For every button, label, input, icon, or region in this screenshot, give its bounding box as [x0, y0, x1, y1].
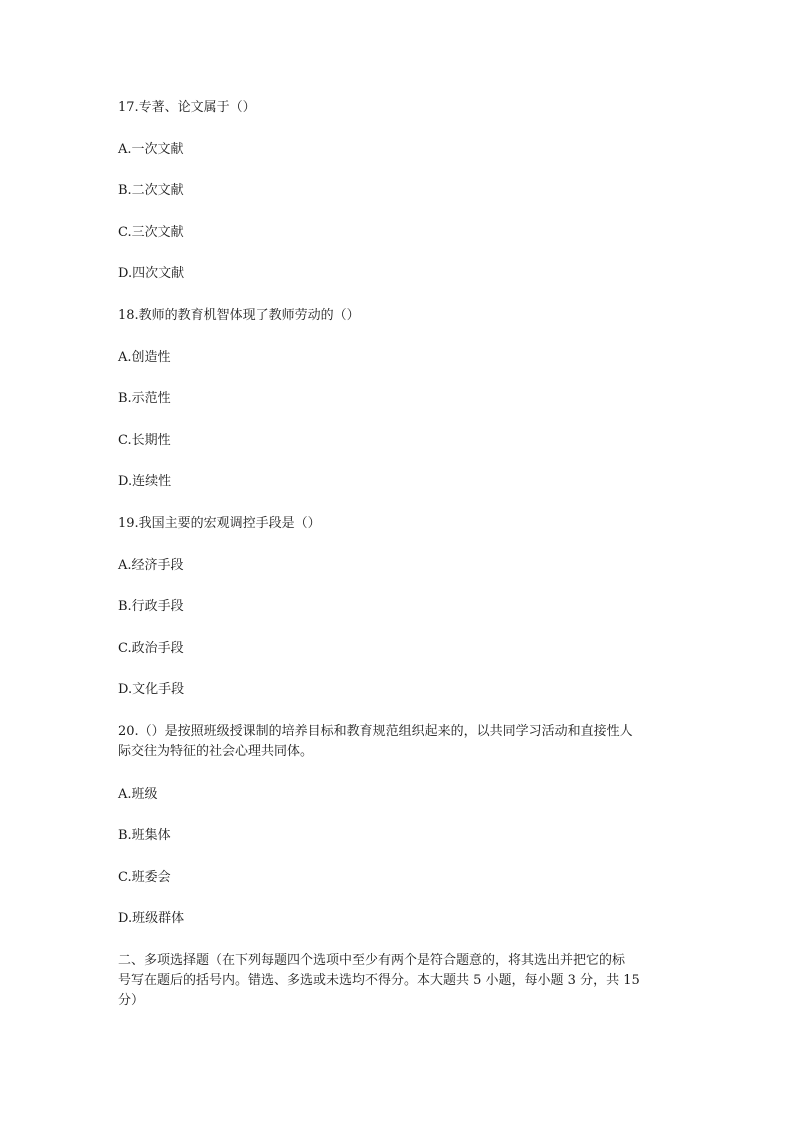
question-20-stem-line-2: 际交往为特征的社会心理共同体。	[118, 744, 314, 759]
question-17-option-c: C.三次文献	[118, 225, 184, 240]
question-20-stem-line-1: 20.（）是按照班级授课制的培养目标和教育规范组织起来的，以共同学习活动和直接性人	[118, 724, 633, 739]
section-heading-line-1: 二、多项选择题（在下列每题四个选项中至少有两个是符合题意的，将其选出并把它的标	[118, 953, 626, 968]
question-17-option-a: A.一次文献	[118, 142, 184, 157]
section-heading-line-3: 分）	[118, 993, 145, 1008]
question-18-stem: 18.教师的教育机智体现了教师劳动的（）	[118, 308, 360, 323]
question-17-stem: 17.专著、论文属于（）	[118, 100, 256, 115]
question-20-option-c: C.班委会	[118, 870, 171, 885]
question-18-option-b: B.示范性	[118, 391, 171, 406]
question-19-option-c: C.政治手段	[118, 641, 184, 656]
question-19-option-b: B.行政手段	[118, 599, 184, 614]
question-18-option-c: C.长期性	[118, 433, 171, 448]
question-19-stem: 19.我国主要的宏观调控手段是（）	[118, 516, 321, 531]
question-19-option-a: A.经济手段	[118, 558, 184, 573]
question-20-option-d: D.班级群体	[118, 911, 185, 926]
question-20-option-a: A.班级	[118, 787, 158, 802]
question-18-option-d: D.连续性	[118, 474, 172, 489]
question-18-option-a: A.创造性	[118, 350, 171, 365]
question-17-option-d: D.四次文献	[118, 266, 185, 281]
section-heading-line-2: 号写在题后的括号内。错选、多选或未选均不得分。本大题共 5 小题，每小题 3 分，共 15	[118, 973, 640, 988]
question-19-option-d: D.文化手段	[118, 682, 185, 697]
question-17-option-b: B.二次文献	[118, 183, 184, 198]
question-20-option-b: B.班集体	[118, 828, 171, 843]
